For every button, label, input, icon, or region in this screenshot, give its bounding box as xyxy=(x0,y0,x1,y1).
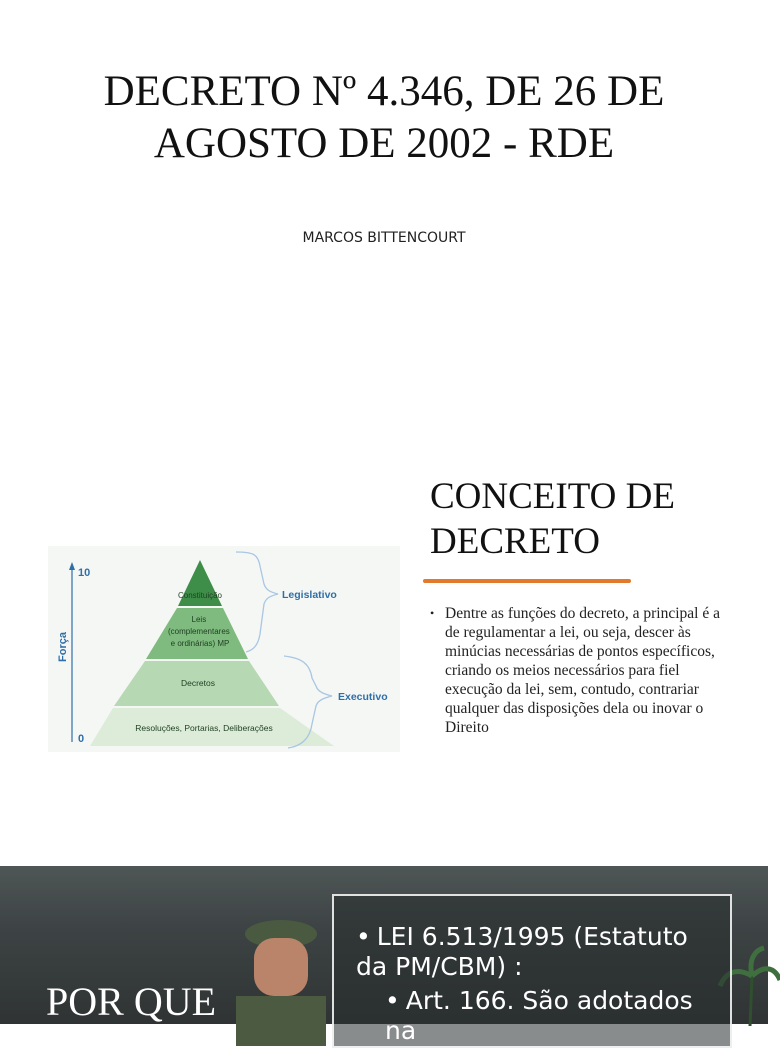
axis-bottom-label: 0 xyxy=(78,733,85,745)
title-accent-line xyxy=(423,579,631,583)
legislativo-brace xyxy=(236,552,278,652)
bullet-level-1: • LEI 6.513/1995 (Estatuto da PM/CBM) : xyxy=(356,922,688,981)
axis-top-label: 10 xyxy=(78,567,91,579)
axis-title: Força xyxy=(57,632,69,662)
slide-3-title: POR QUE xyxy=(46,979,217,1024)
bullet-level-2: • Art. 166. São adotados na xyxy=(385,986,693,1045)
slide-1 xyxy=(0,0,768,432)
pyramid-label-leis: Leis (complementares e ordinárias) MP xyxy=(167,615,230,648)
slide-2-bullet-list xyxy=(430,604,730,737)
pyramid-diagram xyxy=(48,546,400,752)
legislativo-label: Legislativo xyxy=(282,589,337,601)
pyramid-label-resolucoes: Resoluções, Portarias, Deliberações xyxy=(135,723,273,733)
slide-2-title: CONCEITO DE DECRETO xyxy=(430,476,675,562)
slide-2 xyxy=(0,434,768,866)
slide-1-title: DECRETO Nº 4.346, DE 26 DE AGOSTO DE 2002 - RDE xyxy=(103,68,665,167)
bullet-item: • Dentre as funções do decreto, a principal é a de regulamentar a lei, ou seja, descer às minúcias necessárias de pontos específicos, criando os meios necessários para fiel execução da lei, sem, contudo, contrariar qualquer das disposições dela ou inovar o Direito xyxy=(430,604,730,737)
pyramid-label-decretos: Decretos xyxy=(180,678,216,688)
soldier-photo xyxy=(236,912,326,1042)
executivo-label: Executivo xyxy=(338,691,388,703)
pyramid-label-constituicao: Constituição xyxy=(177,591,223,600)
slide-1-author: MARCOS BITTENCOURT xyxy=(302,230,466,246)
axis-arrow-icon xyxy=(69,562,75,570)
slide-3 xyxy=(0,866,768,1045)
pyramid-figure xyxy=(48,546,400,752)
